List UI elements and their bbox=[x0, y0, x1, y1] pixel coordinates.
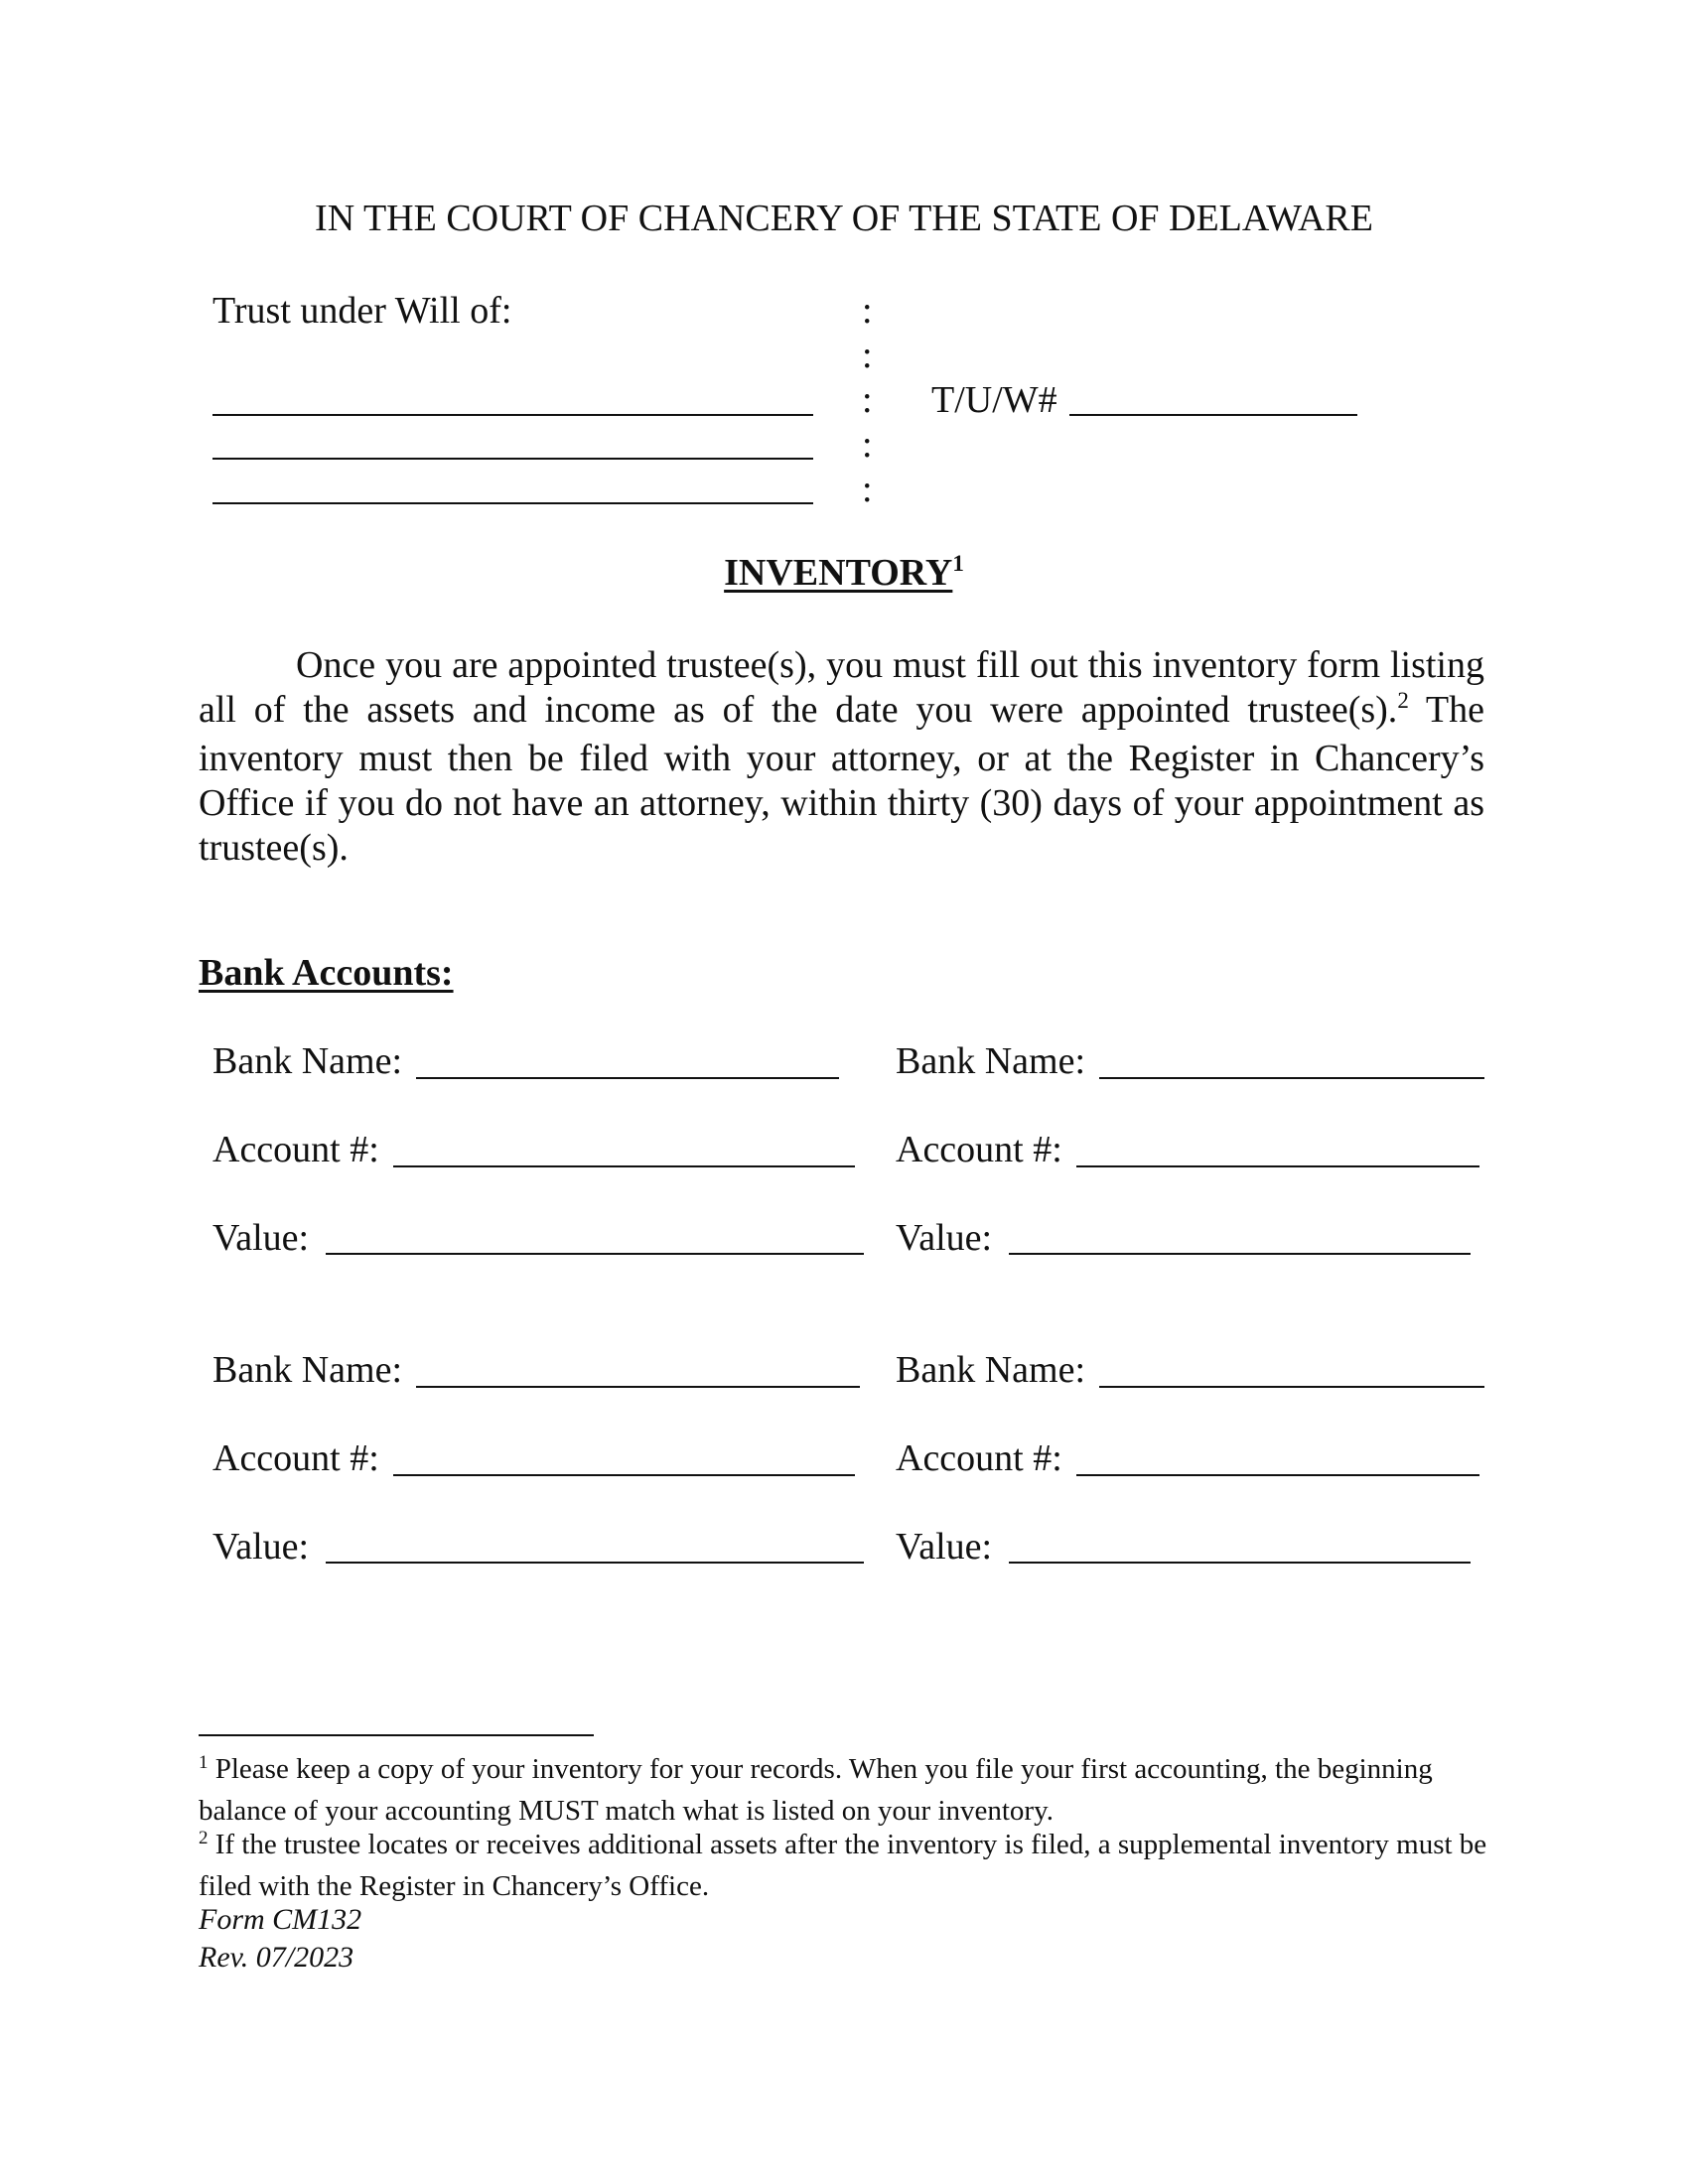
intro-paragraph bbox=[199, 643, 1484, 871]
bank-name-field[interactable] bbox=[416, 1386, 860, 1388]
account-number-field[interactable] bbox=[1076, 1165, 1479, 1167]
account-number-field[interactable] bbox=[393, 1474, 855, 1476]
value-field[interactable] bbox=[1009, 1562, 1471, 1564]
intro-text-part2: The inventory must then be filed with your attorney, or at the Register in Chancery’s Office if you do not have an attorney, within thirty (30) days of your appointment as trustee(s). bbox=[199, 689, 1484, 869]
footnote-text: Please keep a copy of your inventory for your records. When you file your first accounting, the beginning balance of your accounting MUST match what is listed on your inventory. bbox=[199, 1753, 1433, 1827]
value-field[interactable] bbox=[1009, 1253, 1471, 1255]
bank-accounts-heading: Bank Accounts: bbox=[199, 952, 454, 994]
intro-text-part1: Once you are appointed trustee(s), you must fill out this inventory form listing all of the assets and income as of the date you were appointed trustee(s). bbox=[199, 644, 1484, 731]
value-label: Value: bbox=[212, 1217, 310, 1259]
footnote-ref-2: 2 bbox=[1397, 688, 1409, 713]
bank-name-label: Bank Name: bbox=[896, 1040, 1086, 1082]
caption-colon: : bbox=[862, 290, 873, 332]
account-number-label: Account #: bbox=[896, 1437, 1062, 1479]
form-revision: Rev. 07/2023 bbox=[199, 1941, 354, 1974]
value-field[interactable] bbox=[326, 1562, 864, 1564]
caption-colon: : bbox=[862, 424, 873, 466]
trust-name-line-3[interactable] bbox=[212, 502, 813, 504]
value-field[interactable] bbox=[326, 1253, 864, 1255]
value-label: Value: bbox=[212, 1526, 310, 1568]
footnote-separator bbox=[199, 1734, 594, 1736]
caption-label: Trust under Will of: bbox=[212, 290, 512, 332]
inventory-title: INVENTORY bbox=[724, 552, 953, 594]
tuw-label: T/U/W# bbox=[931, 379, 1057, 421]
bank-name-label: Bank Name: bbox=[212, 1349, 403, 1391]
footnote-text: If the trustee locates or receives additional assets after the inventory is filed, a supplemental inventory must be filed with the Register in Chancery’s Office. bbox=[199, 1829, 1487, 1902]
bank-name-field[interactable] bbox=[1099, 1077, 1484, 1079]
footnote-number: 2 bbox=[199, 1828, 209, 1848]
value-label: Value: bbox=[896, 1526, 993, 1568]
bank-name-label: Bank Name: bbox=[896, 1349, 1086, 1391]
bank-name-field[interactable] bbox=[416, 1077, 839, 1079]
account-number-field[interactable] bbox=[1076, 1474, 1479, 1476]
footnote-1 bbox=[199, 1750, 1489, 1830]
caption-colon: : bbox=[862, 335, 873, 376]
caption-colon: : bbox=[862, 469, 873, 510]
inventory-heading bbox=[0, 551, 1688, 600]
footnote-2 bbox=[199, 1826, 1489, 1905]
account-number-field[interactable] bbox=[393, 1165, 855, 1167]
bank-name-field[interactable] bbox=[1099, 1386, 1484, 1388]
footnote-number: 1 bbox=[199, 1752, 209, 1773]
court-title: IN THE COURT OF CHANCERY OF THE STATE OF DELAWARE bbox=[315, 198, 1373, 239]
footnote-ref-1: 1 bbox=[952, 551, 964, 576]
value-label: Value: bbox=[896, 1217, 993, 1259]
trust-name-line-1[interactable] bbox=[212, 414, 813, 416]
account-number-label: Account #: bbox=[212, 1129, 379, 1170]
bank-name-label: Bank Name: bbox=[212, 1040, 403, 1082]
account-number-label: Account #: bbox=[212, 1437, 379, 1479]
trust-name-line-2[interactable] bbox=[212, 458, 813, 460]
caption-colon: : bbox=[862, 379, 873, 421]
account-number-label: Account #: bbox=[896, 1129, 1062, 1170]
form-number: Form CM132 bbox=[199, 1903, 362, 1936]
tuw-number-line[interactable] bbox=[1069, 414, 1357, 416]
